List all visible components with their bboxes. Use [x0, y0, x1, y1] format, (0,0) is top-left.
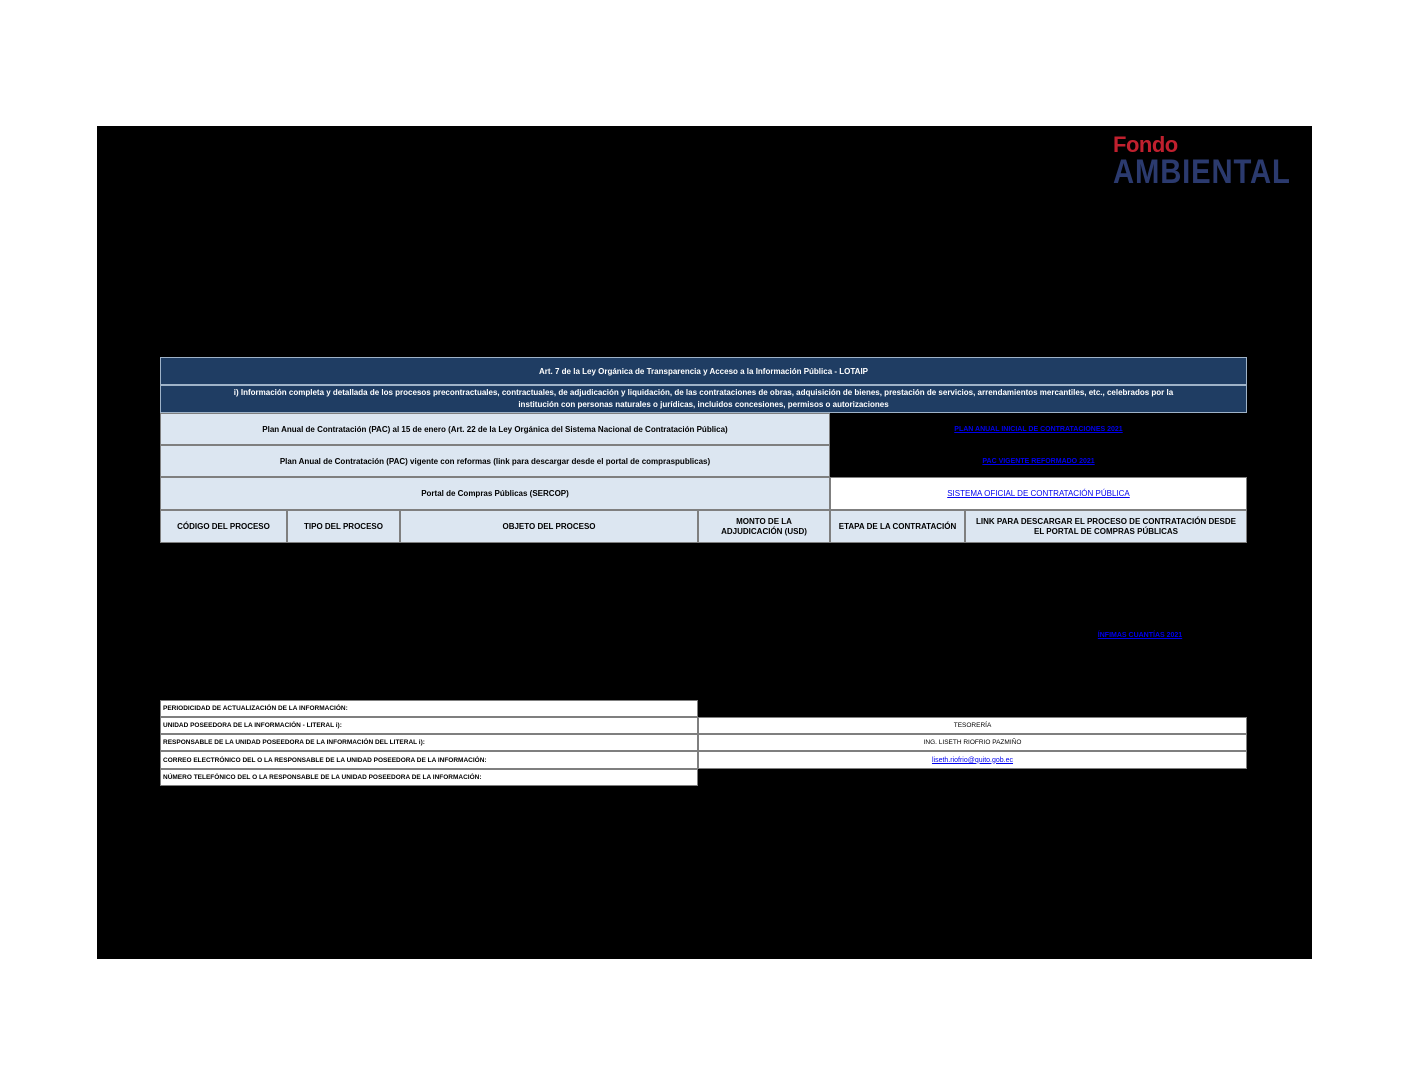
infimas-link-cell [1080, 628, 1200, 642]
pac-current-link[interactable]: PAC VIGENTE REFORMADO 2021 [982, 457, 1095, 465]
lotaip-title: Art. 7 de la Ley Orgánica de Transparencia y Acceso a la Información Pública - LOTAIP [160, 357, 1247, 385]
col-objeto: OBJETO DEL PROCESO [400, 510, 698, 543]
footer-label-periodicidad: PERIODICIDAD DE ACTUALIZACIÓN DE LA INFORMACIÓN: [160, 700, 698, 717]
infimas-link[interactable]: ÍNFIMAS CUANTÍAS 2021 [1097, 631, 1183, 639]
portal-link[interactable]: SISTEMA OFICIAL DE CONTRATACIÓN PÚBLICA [947, 489, 1130, 498]
footer-label-correo: CORREO ELECTRÓNICO DEL O LA RESPONSABLE DE LA UNIDAD POSEEDORA DE LA INFORMACIÓN: [160, 751, 698, 769]
col-codigo: CÓDIGO DEL PROCESO [160, 510, 287, 543]
col-tipo: TIPO DEL PROCESO [287, 510, 400, 543]
footer-label-telefono: NÚMERO TELEFÓNICO DEL O LA RESPONSABLE DE LA UNIDAD POSEEDORA DE LA INFORMACIÓN: [160, 769, 698, 786]
fondo-ambiental-logo [1113, 133, 1308, 193]
footer-value-responsable: ING. LISETH RIOFRIO PAZMIÑO [698, 734, 1247, 751]
footer-label-responsable: RESPONSABLE DE LA UNIDAD POSEEDORA DE LA INFORMACIÓN DEL LITERAL i): [160, 734, 698, 751]
literal-description: i) Información completa y detallada de los procesos precontractuales, contractuales, de adjudicación y liquidación, de las contrataciones de obras, adquisición de bienes, prestación de servicios, arrendamientos mercantiles, etc., celebrados por la institución con personas naturales o jurídicas, incluidos concesiones, permisos o autorizaciones [160, 385, 1247, 413]
logo-line-fondo: Fondo [1113, 132, 1178, 157]
pac-current-link-cell [830, 445, 1247, 477]
col-monto: MONTO DE LA ADJUDICACIÓN (USD) [698, 510, 830, 543]
footer-value-unidad: TESORERÍA [698, 717, 1247, 734]
pac-current-label: Plan Anual de Contratación (PAC) vigente con reformas (link para descargar desde el portal de compraspublicas) [160, 445, 830, 477]
footer-value-correo[interactable]: liseth.riofrio@quito.gob.ec [931, 756, 1014, 764]
pac-initial-link-cell [830, 413, 1247, 445]
footer-label-unidad: UNIDAD POSEEDORA DE LA INFORMACIÓN - LITERAL i): [160, 717, 698, 734]
portal-link-cell [830, 477, 1247, 510]
pac-initial-label: Plan Anual de Contratación (PAC) al 15 de enero (Art. 22 de la Ley Orgánica del Sistema Nacional de Contratación Pública) [160, 413, 830, 445]
footer-value-correo-cell [698, 751, 1247, 769]
portal-label: Portal de Compras Públicas (SERCOP) [160, 477, 830, 510]
logo-line-ambiental: AMBIENTAL [1113, 153, 1291, 191]
pac-initial-link[interactable]: PLAN ANUAL INICIAL DE CONTRATACIONES 2021 [954, 425, 1123, 433]
col-etapa: ETAPA DE LA CONTRATACIÓN [830, 510, 965, 543]
col-link: LINK PARA DESCARGAR EL PROCESO DE CONTRATACIÓN DESDE EL PORTAL DE COMPRAS PÚBLICAS [965, 510, 1247, 543]
